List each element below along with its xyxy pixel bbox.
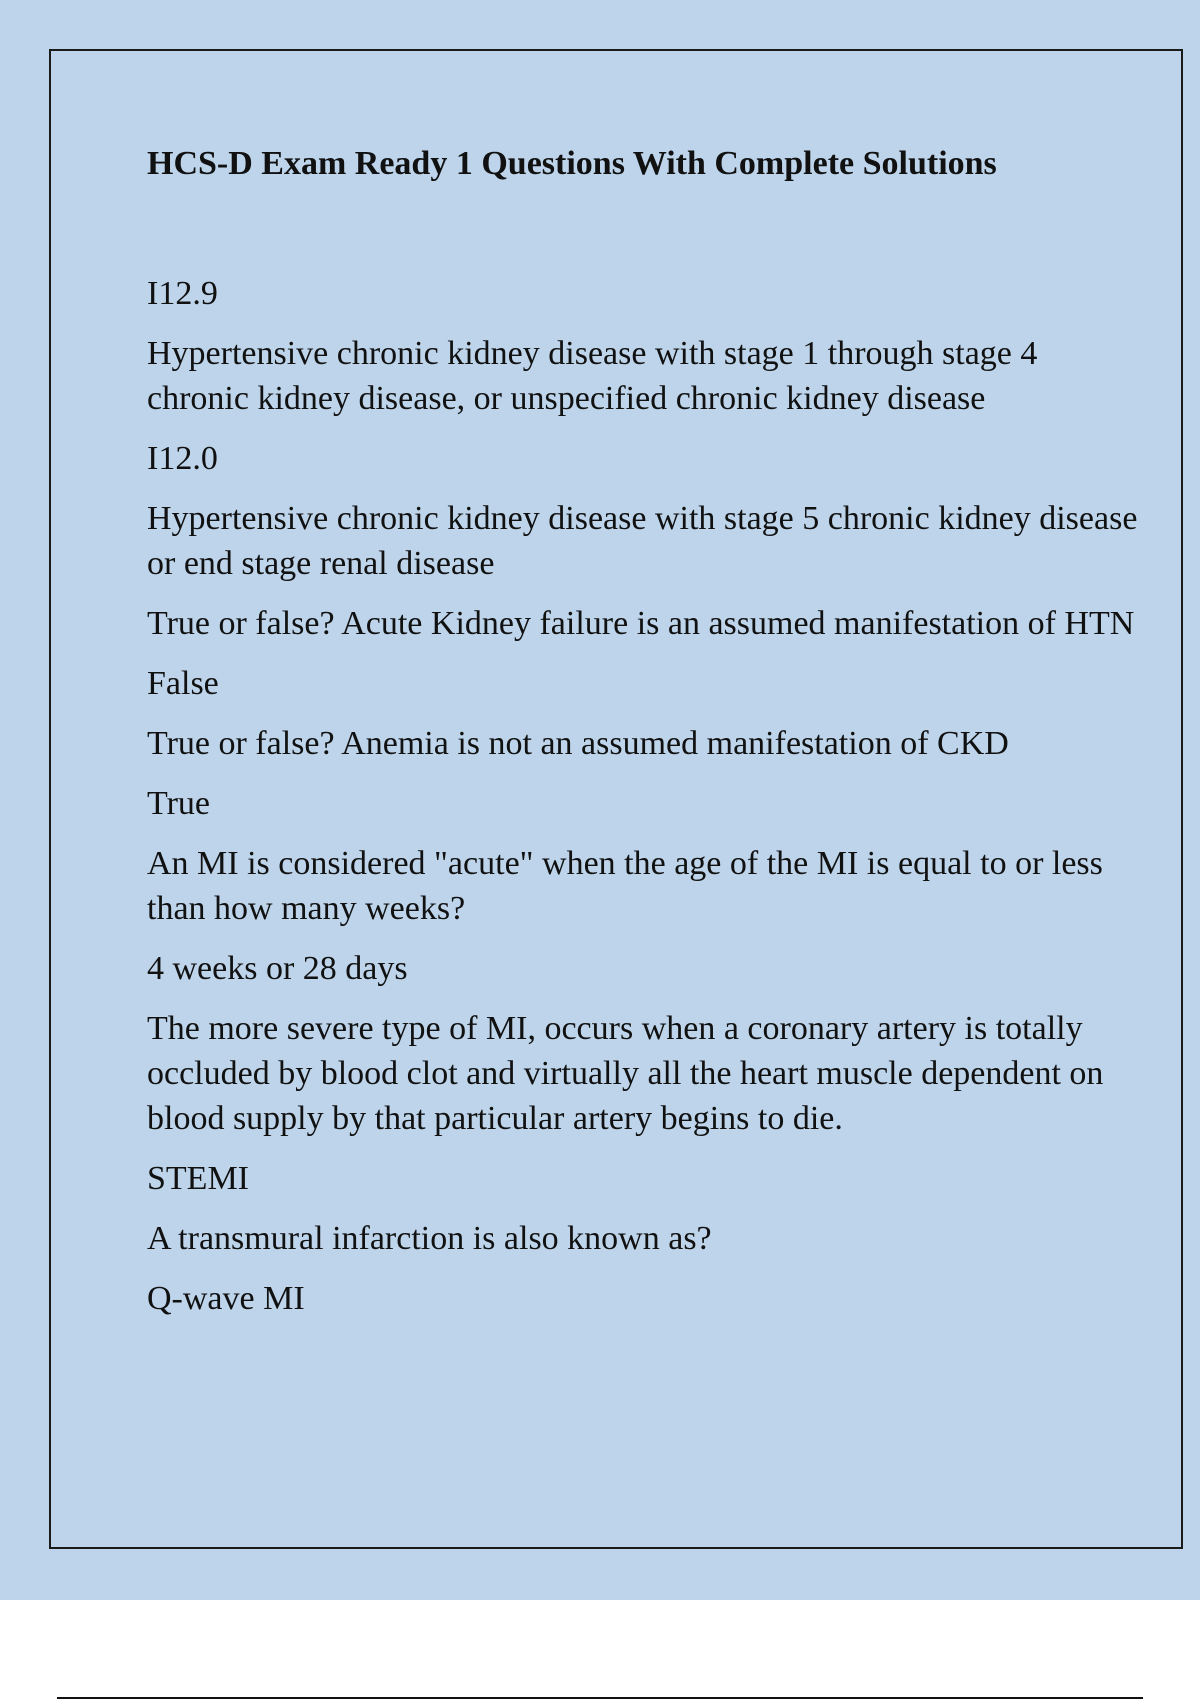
question-acute-kidney-failure: True or false? Acute Kidney failure is an assumed manifestation of HTN <box>147 605 1135 642</box>
footer-divider <box>57 1697 1143 1699</box>
document-title: HCS-D Exam Ready 1 Questions With Complete Solutions <box>147 145 997 182</box>
question-code-i12-9: I12.9 <box>147 275 218 312</box>
answer-true: True <box>147 785 210 822</box>
answer-q-wave-mi: Q-wave MI <box>147 1280 305 1317</box>
answer-i12-9-description: Hypertensive chronic kidney disease with stage 1 through stage 4 chronic kidney disease, or unspecified chronic kidney disease <box>147 335 1038 417</box>
question-severe-mi: The more severe type of MI, occurs when a coronary artery is totally occluded by blood clot and virtually all the heart muscle dependent on blood supply by that particular artery begins to die. <box>147 1010 1104 1137</box>
qa-list <box>147 271 1147 1336</box>
document-content-box <box>49 49 1183 1549</box>
answer-i12-0-description: Hypertensive chronic kidney disease with stage 5 chronic kidney disease or end stage renal disease <box>147 500 1138 582</box>
answer-4-weeks: 4 weeks or 28 days <box>147 950 408 987</box>
answer-stemi: STEMI <box>147 1160 249 1197</box>
question-anemia-ckd: True or false? Anemia is not an assumed manifestation of CKD <box>147 725 1009 762</box>
question-acute-mi-weeks: An MI is considered "acute" when the age of the MI is equal to or less than how many weeks? <box>147 845 1103 927</box>
question-transmural-infarction: A transmural infarction is also known as? <box>147 1220 712 1257</box>
answer-false: False <box>147 665 219 702</box>
question-code-i12-0: I12.0 <box>147 440 218 477</box>
